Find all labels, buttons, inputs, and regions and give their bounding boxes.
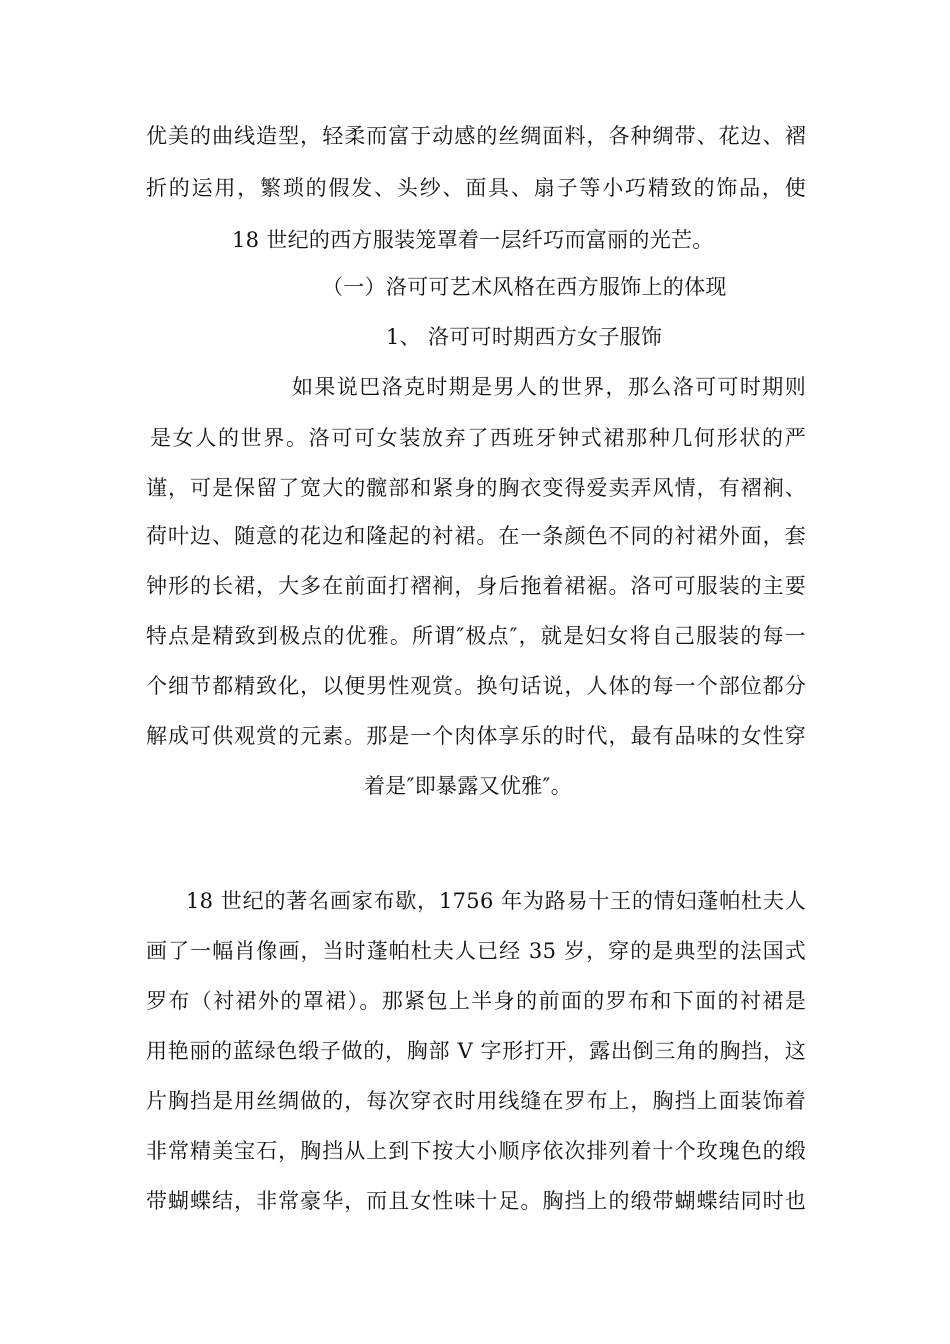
paragraph1-line-8: 解成可供观赏的元素。那是一个肉体享乐的时代，最有品味的女性穿 [146,724,806,748]
paragraph2-line-7: 带蝴蝶结，非常豪华，而且女性味十足。胸挡上的缎带蝴蝶结同时也 [146,1189,806,1213]
paragraph1-line-3: 谨，可是保留了宽大的髋部和紧身的胸衣变得爱卖弄风情，有褶裥、 [146,476,806,500]
paragraph1-line-4: 荷叶边、随意的花边和隆起的衬裙。在一条颜色不同的衬裙外面，套 [146,524,806,548]
paragraph1-line-1: 如果说巴洛克时期是男人的世界，那么洛可可时期则 [292,375,806,399]
intro-line-3: 18 世纪的西方服装笼罩着一层纤巧而富丽的光芒。 [232,228,714,252]
paragraph1-line-2: 是女人的世界。洛可可女装放弃了西班牙钟式裙那种几何形状的严 [150,426,806,450]
paragraph2-line-6: 非常精美宝石，胸挡从上到下按大小顺序依次排列着十个玫瑰色的缎 [146,1139,806,1163]
paragraph1-line-6: 特点是精致到极点的优雅。所谓″极点″，就是妇女将自己服装的每一 [146,624,806,648]
paragraph1-line-9: 着是″即暴露又优雅″。 [364,774,572,798]
paragraph2-line-4: 用艳丽的蓝绿色缎子做的，胸部 V 字形打开，露出倒三角的胸挡，这 [146,1039,806,1063]
paragraph2-line-1: 18 世纪的著名画家布歇，1756 年为路易十王的情妇蓬帕杜夫人 [186,889,806,913]
section-heading: （一）洛可可艺术风格在西方服饰上的体现 [322,275,727,299]
paragraph2-line-2: 画了一幅肖像画，当时蓬帕杜夫人已经 35 岁，穿的是典型的法国式 [146,939,806,963]
paragraph2-line-3: 罗布（衬裙外的罩裙）。那紧包上半身的前面的罗布和下面的衬裙是 [146,989,806,1013]
paragraph1-line-5: 钟形的长裙，大多在前面打褶裥，身后拖着裙裾。洛可可服装的主要 [146,574,806,598]
paragraph2-line-5: 片胸挡是用丝绸做的，每次穿衣时用线缝在罗布上，胸挡上面装饰着 [146,1089,806,1113]
subsection-heading: 1、 洛可可时期西方女子服饰 [386,325,663,349]
intro-line-1: 优美的曲线造型，轻柔而富于动感的丝绸面料，各种绸带、花边、褶 [146,124,806,148]
intro-line-2: 折的运用，繁琐的假发、头纱、面具、扇子等小巧精致的饰品，使 [146,176,806,200]
paragraph1-line-7: 个细节都精致化，以便男性观赏。换句话说，人体的每一个部位都分 [146,674,806,698]
